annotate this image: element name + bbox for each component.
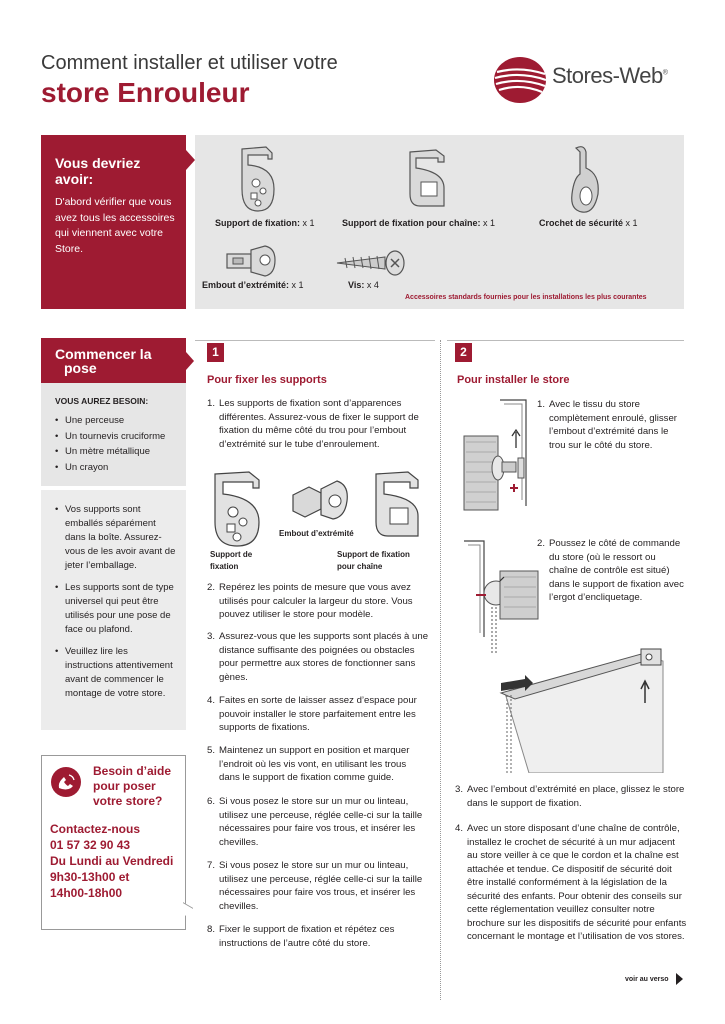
step2-title: Pour installer le store bbox=[457, 374, 570, 386]
step1-title: Pour fixer les supports bbox=[207, 374, 327, 386]
screw-icon bbox=[333, 248, 409, 278]
step1-item-1: 1. Les supports de fixation sont d’apparences différentes. Assurez-vous de fixer le support de fixation du même côté du trou pour l’embout d’extrémité sur le tube d’enroulement. bbox=[207, 398, 419, 450]
bracket-icon bbox=[238, 145, 278, 215]
contact-info bbox=[50, 821, 183, 901]
step2-rule bbox=[447, 340, 684, 341]
chain-bracket-icon bbox=[406, 148, 448, 210]
start-arrow bbox=[186, 352, 194, 370]
title-line1: Comment installer et utiliser votre bbox=[41, 52, 338, 74]
start-title-1: Commencer la bbox=[55, 346, 152, 362]
list-item: • Un mètre métallique bbox=[55, 444, 180, 460]
panel-arrow bbox=[186, 150, 195, 170]
blind-control-side-illustration bbox=[460, 537, 540, 657]
step1-rule bbox=[195, 340, 435, 341]
next-page-link[interactable]: voir au verso bbox=[625, 976, 669, 983]
step2-item-3: 3. Avec l’embout d’extrémité en place, glissez le store dans le support de fixation. bbox=[455, 784, 685, 809]
blind-end-cap-illustration bbox=[460, 396, 538, 516]
contact-label: Contactez-nous bbox=[50, 822, 140, 836]
column-divider bbox=[440, 340, 441, 1000]
accessories-title: Vous devriez avoir: bbox=[55, 155, 141, 187]
support-figure-icon bbox=[209, 470, 265, 548]
accessory-end-cap: Embout d’extrémité: x 1 bbox=[202, 280, 304, 290]
step1-item-3: 3. Assurez-vous que les supports sont placés à une distance suffisante des poignées ou obstacles pour permettre aux stores de fonctionner sans gènes. bbox=[207, 631, 429, 683]
step2-number: 2 bbox=[455, 343, 472, 362]
accessory-hook: Crochet de sécurité x 1 bbox=[539, 218, 638, 228]
logo-text: Stores-Web® bbox=[552, 63, 668, 88]
help-title: Besoin d’aide pour poser votre store? bbox=[93, 764, 172, 808]
step1-item-8: 8. Fixer le support de fixation et répétez ces instructions de l’autre côté du store. bbox=[207, 924, 395, 949]
accessory-screw: Vis: x 4 bbox=[348, 280, 379, 290]
accessory-support: Support de fixation: x 1 bbox=[215, 218, 315, 228]
fig-label-embout: Embout d’extrémité bbox=[279, 529, 354, 538]
accessories-note: Accessoires standards fournies pour les installations les plus courantes bbox=[405, 294, 647, 301]
step2-item-2: 2. Poussez le côté de commande du store (où le ressort ou chaîne de contrôle est situé) dans le support de fixation avec l’ergot d’encliquetage. bbox=[537, 538, 684, 603]
end-cap-icon bbox=[223, 242, 279, 280]
list-item: • Les supports sont de type universel qui peut être utilisés pour une pose de face ou plafond. bbox=[55, 581, 177, 637]
step2-item-1: 1. Avec le tissu du store complètement enroulé, glisser l’embout d’extrémité dans le trou sur le côté du store. bbox=[537, 399, 677, 451]
step1-number: 1 bbox=[207, 343, 224, 362]
list-item: • Veuillez lire les instructions attentivement avant de commencer le montage de votre store. bbox=[55, 645, 177, 701]
safety-hook-icon bbox=[568, 144, 602, 216]
fig-label-chain: Support de fixation pour chaîne bbox=[337, 550, 410, 571]
page-title: store Enrouleur bbox=[41, 77, 250, 108]
contact-hours-1: 9h30-13h00 et bbox=[50, 870, 130, 884]
list-item: • Un tournevis cruciforme bbox=[55, 429, 180, 445]
list-item: • Un crayon bbox=[55, 460, 180, 476]
tips-list bbox=[55, 503, 177, 701]
end-cap-figure-icon bbox=[287, 475, 351, 525]
contact-hours-2: 14h00-18h00 bbox=[50, 886, 123, 900]
phone-icon bbox=[50, 766, 82, 798]
accessories-text: D'abord vérifier que vous avez tous les accessoires qui viennent avec votre Store. bbox=[55, 196, 175, 255]
list-item: • Vos supports sont emballés séparément dans la boîte. Assurez-vous de les avoir avant de jeter l’emballage. bbox=[55, 503, 177, 573]
start-title-2: pose bbox=[64, 360, 97, 376]
accessory-chain-support: Support de fixation pour chaîne: x 1 bbox=[342, 218, 496, 228]
step1-item-5: 5. Maintenez un support en position et marquer l’endroit où les vis vont, en utilisant les trous dans le support de fixation comme guide. bbox=[207, 745, 410, 783]
contact-phone[interactable]: 01 57 32 90 43 bbox=[50, 838, 131, 852]
logo-mark-icon bbox=[493, 56, 547, 104]
step1-item-7: 7. Si vous posez le store sur un mur ou linteau, utilisez une perceuse, réglée celle-ci sur la taille nécessaires pour faire vos trous, et insérer les chevilles. bbox=[207, 860, 423, 912]
list-item: • Une perceuse bbox=[55, 413, 180, 429]
installed-blind-illustration bbox=[495, 643, 675, 773]
step1-item-4: 4. Faites en sorte de laisser assez d’espace pour pouvoir installer le store parfaitement entre les supports de fixations. bbox=[207, 695, 417, 733]
fig-label-support: Support de fixation bbox=[210, 550, 253, 571]
next-arrow-icon[interactable] bbox=[676, 973, 683, 985]
step1-item-2: 2. Repérez les points de mesure que vous avez utilisés pour calculer la largeur du store. Vous pouvez utiliser le store pour modèle. bbox=[207, 582, 413, 620]
step2-item-4: 4. Avec un store disposant d’une chaîne de contrôle, installez le crochet de sécurité à un mur adjacent au store veiller à ce que le cordon et la chaîne est attachée et tendue. Ce dispositif de sécurité doit être installé conformément à la législation de la sécurité des enfants. Pour obtenir des conseils sur cette réglementation veuillez consulter notre brochure sur les dispositifs de sécurité pour enfants concernant le montage et l’utilisation de vos stores. bbox=[455, 823, 687, 942]
needs-title: VOUS AUREZ BESOIN: bbox=[55, 396, 149, 406]
contact-days: Du Lundi au Vendredi bbox=[50, 854, 174, 868]
step1-item-6: 6. Si vous posez le store sur un mur ou linteau, utilisez une perceuse, réglée celle-ci sur la taille nécessaires pour faire vos trous, et insérer les chevilles. bbox=[207, 796, 423, 848]
chain-bracket-figure-icon bbox=[370, 470, 422, 540]
needs-list bbox=[55, 413, 180, 475]
